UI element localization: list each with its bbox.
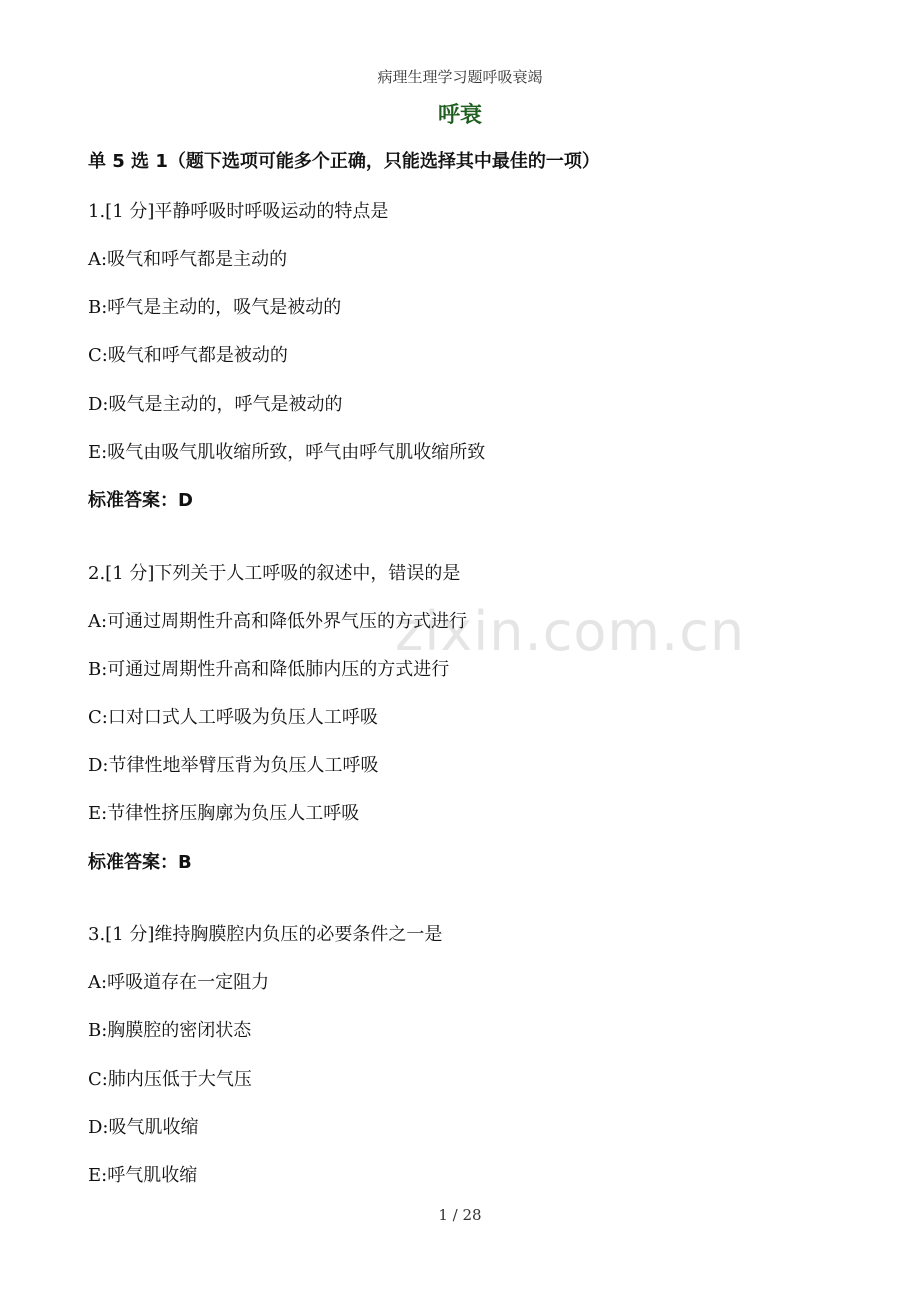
question-2-answer: 标准答案：B bbox=[88, 852, 192, 873]
question-1-option-a: A:吸气和呼气都是主动的 bbox=[88, 249, 288, 270]
question-1-option-e: E:吸气由吸气肌收缩所致，呼气由呼气肌收缩所致 bbox=[88, 442, 486, 463]
question-3-option-b: B:胸膜腔的密闭状态 bbox=[88, 1020, 252, 1041]
watermark: zixin.com.cn bbox=[395, 600, 746, 663]
question-2-option-e: E:节律性挤压胸廓为负压人工呼吸 bbox=[88, 803, 360, 824]
question-3-option-e: E:呼气肌收缩 bbox=[88, 1165, 198, 1186]
question-1-option-d: D:吸气是主动的，呼气是被动的 bbox=[88, 394, 343, 415]
question-2-option-a: A:可通过周期性升高和降低外界气压的方式进行 bbox=[88, 611, 468, 632]
page-number: 1 / 28 bbox=[438, 1206, 482, 1224]
section-heading: 单 5 选 1（题下选项可能多个正确，只能选择其中最佳的一项） bbox=[88, 151, 600, 172]
question-2-option-d: D:节律性地举臂压背为负压人工呼吸 bbox=[88, 755, 379, 776]
page-header: 病理生理学习题呼吸衰竭 bbox=[377, 68, 543, 86]
question-2-stem: 2.[1 分]下列关于人工呼吸的叙述中，错误的是 bbox=[88, 563, 461, 584]
question-1-option-c: C:吸气和呼气都是被动的 bbox=[88, 345, 288, 366]
page-title: 呼衰 bbox=[437, 103, 482, 128]
question-3-stem: 3.[1 分]维持胸膜腔内负压的必要条件之一是 bbox=[88, 924, 443, 945]
question-2-option-b: B:可通过周期性升高和降低肺内压的方式进行 bbox=[88, 659, 450, 680]
question-1-answer: 标准答案：D bbox=[88, 490, 193, 511]
question-2-option-c: C:口对口式人工呼吸为负压人工呼吸 bbox=[88, 707, 378, 728]
question-1-option-b: B:呼气是主动的，吸气是被动的 bbox=[88, 297, 342, 318]
question-1-stem: 1.[1 分]平静呼吸时呼吸运动的特点是 bbox=[88, 201, 389, 222]
question-3-option-d: D:吸气肌收缩 bbox=[88, 1117, 199, 1138]
question-3-option-a: A:呼吸道存在一定阻力 bbox=[88, 972, 270, 993]
question-3-option-c: C:肺内压低于大气压 bbox=[88, 1069, 252, 1090]
